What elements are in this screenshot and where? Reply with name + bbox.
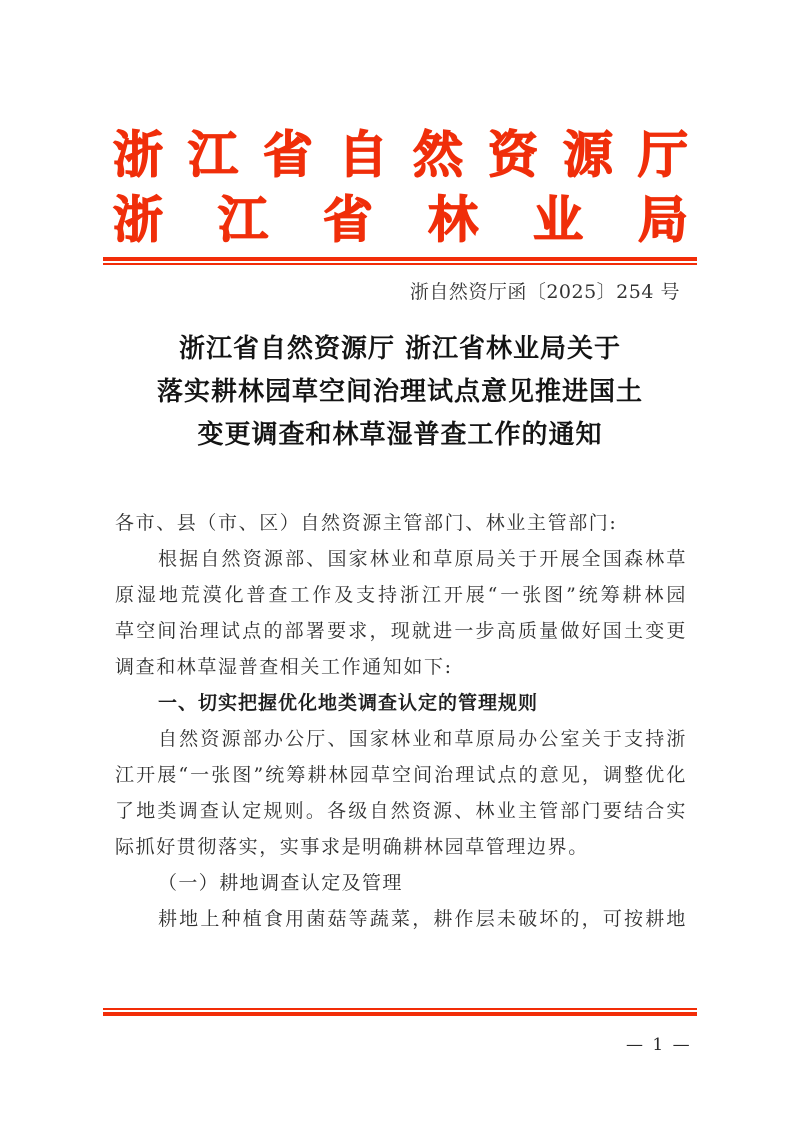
masthead-row-forestry-bureau: [112, 190, 689, 249]
document-number: 浙自然资厅函〔2025〕254 号: [409, 281, 680, 303]
masthead-char: 业: [533, 190, 583, 249]
masthead-char: 局: [638, 190, 688, 249]
section-paragraph-line: 江开展“一张图”统筹耕林园草空间治理试点的意见，调整优化: [115, 764, 687, 786]
masthead-char: 自: [338, 125, 388, 184]
footer-divider-thin: [103, 1008, 697, 1010]
intro-paragraph-line: 调查和林草湿普查相关工作通知如下:: [115, 656, 453, 678]
masthead-char: 江: [188, 125, 238, 184]
intro-paragraph-line: 原湿地荒漠化普查工作及支持浙江开展“一张图”统筹耕林园: [115, 584, 687, 606]
masthead-char: 江: [218, 190, 268, 249]
page-number: — 1 —: [626, 1035, 692, 1055]
masthead-char: 林: [428, 190, 478, 249]
title-line: 落实耕林园草空间治理试点意见推进国土: [156, 377, 643, 407]
masthead-row-natural-resources-dept: [112, 125, 689, 184]
masthead-divider-thin: [103, 263, 697, 265]
masthead-char: 源: [563, 125, 613, 184]
masthead-char: 浙: [113, 190, 163, 249]
document-body: [115, 505, 687, 937]
title-line: 变更调查和林草湿普查工作的通知: [197, 420, 603, 450]
title-line: 浙江省自然资源厅 浙江省林业局关于: [178, 334, 622, 364]
subsection-heading: （一）耕地调查认定及管理: [158, 872, 403, 894]
subsection-paragraph-line: 耕地上种植食用菌菇等蔬菜，耕作层未破坏的，可按耕地: [158, 908, 687, 930]
footer-divider-thick: [103, 1012, 697, 1016]
masthead-char: 浙: [113, 125, 163, 184]
section-paragraph-line: 际抓好贯彻落实，实事求是明确耕林园草管理边界。: [115, 836, 589, 858]
intro-paragraph-line: 根据自然资源部、国家林业和草原局关于开展全国森林草: [158, 548, 687, 570]
document-title: [100, 328, 700, 457]
masthead-char: 然: [413, 125, 463, 184]
masthead-divider-thick: [103, 257, 697, 261]
masthead-char: 省: [323, 190, 373, 249]
section-heading: 一、切实把握优化地类调查认定的管理规则: [158, 692, 539, 714]
addressee: 各市、县（市、区）自然资源主管部门、林业主管部门:: [115, 512, 618, 534]
masthead-char: 省: [263, 125, 313, 184]
section-paragraph-line: 了地类调查认定规则。各级自然资源、林业主管部门要结合实: [115, 800, 687, 822]
section-paragraph-line: 自然资源部办公厅、国家林业和草原局办公室关于支持浙: [158, 728, 687, 750]
masthead-char: 资: [488, 125, 538, 184]
masthead-char: 厅: [638, 125, 688, 184]
intro-paragraph-line: 草空间治理试点的部署要求，现就进一步高质量做好国土变更: [115, 620, 687, 642]
